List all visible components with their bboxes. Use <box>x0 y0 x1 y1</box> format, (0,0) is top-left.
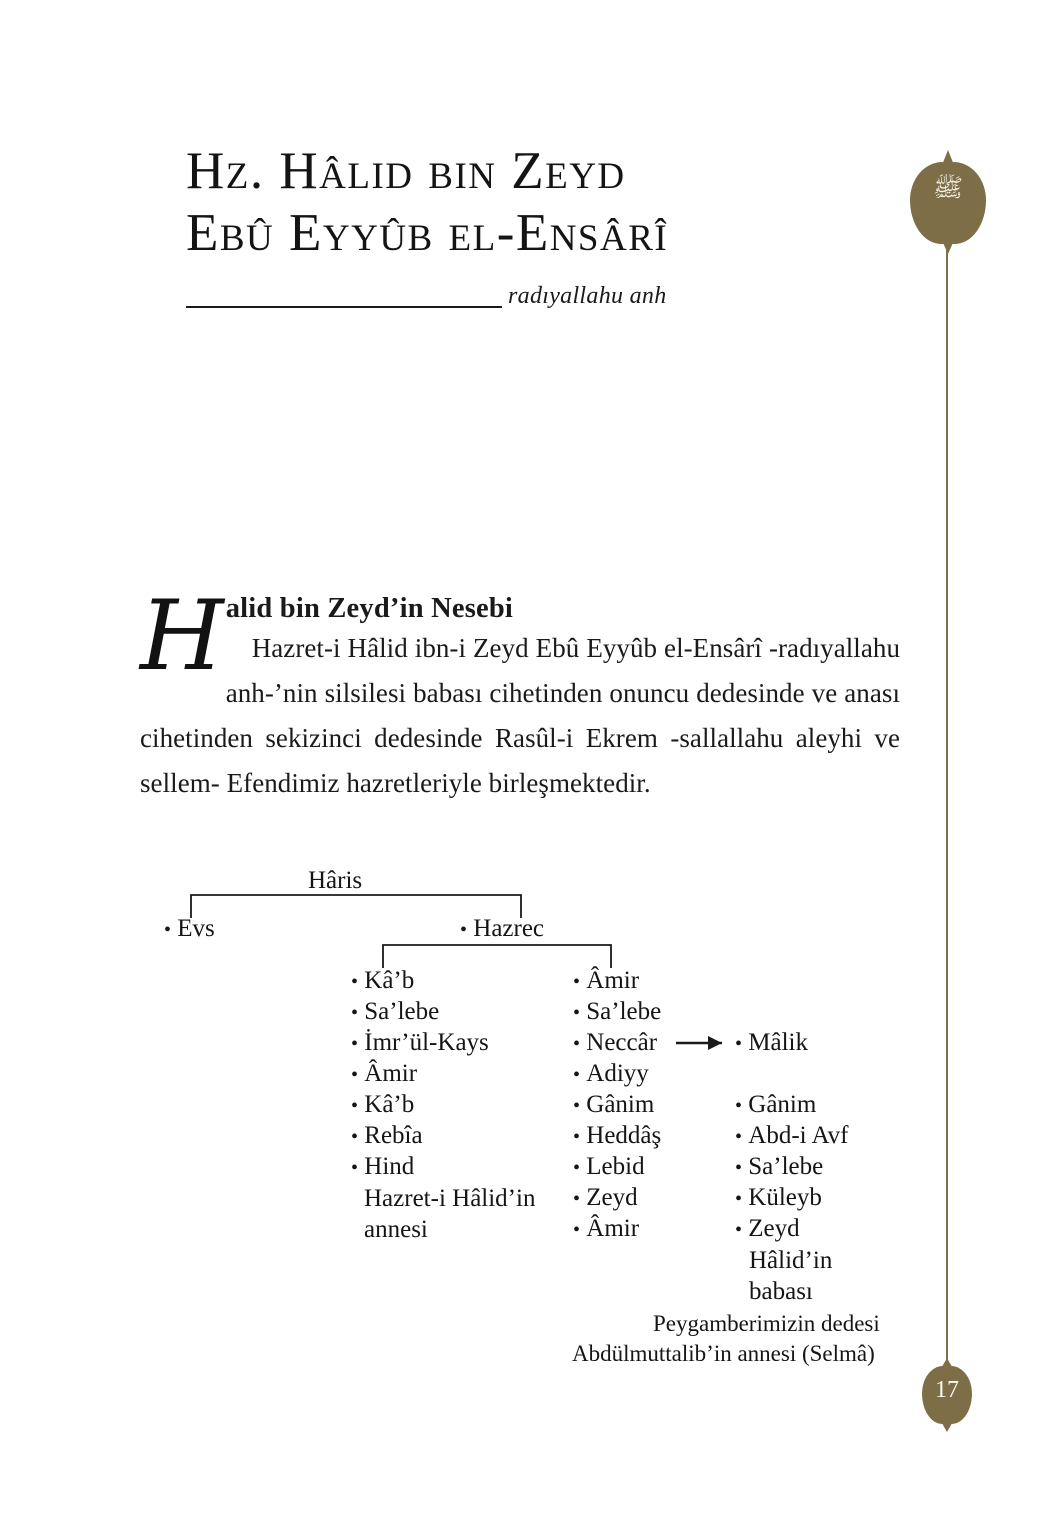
bullet-icon: • <box>735 1157 743 1179</box>
bullet-icon: • <box>573 1064 581 1086</box>
footnote-line-1: Peygamberimizin dedesi <box>653 1311 880 1336</box>
bullet-icon: • <box>573 971 581 993</box>
list-item: • Zeyd <box>573 1184 638 1211</box>
bracket-haris <box>191 895 521 918</box>
bullet-icon: • <box>735 1095 743 1117</box>
list-item: • Heddâş <box>573 1122 662 1149</box>
bullet-icon: • <box>573 1033 581 1055</box>
list-item: • Sa’lebe <box>573 998 662 1025</box>
bullet-icon: • <box>351 1002 359 1024</box>
body-paragraph <box>140 626 900 806</box>
bullet-icon: • <box>351 971 359 993</box>
bullet-icon: • <box>573 1157 581 1179</box>
list-item: • Adiyy <box>573 1060 649 1087</box>
bracket-hazrec <box>383 945 611 968</box>
list-item: • Hind <box>351 1153 415 1180</box>
note-zeyd-line-2: babası <box>749 1278 813 1305</box>
decorative-vertical-rule <box>946 250 948 1368</box>
arrow-neccar-to-malik-head <box>708 1036 722 1050</box>
list-item: • Âmir <box>351 1060 418 1087</box>
calligraphy-medallion-icon <box>902 148 994 260</box>
body-paragraph-text: Hazret-i Hâlid ibn-i Zeyd Ebû Eyyûb el-Ensârî -radıyallahu anh-’nin silsilesi babası cihetinden onuncu dedesinde ve anası cihetinden sekizinci dedesinde Rasûl-i Ekrem -sallallahu aleyhi ve sellem- Efendimiz hazretleriyle birleşmektedir. <box>140 633 900 798</box>
list-item: • Âmir <box>573 1215 640 1242</box>
list-item: • Rebîa <box>351 1122 423 1149</box>
list-item: • Sa’lebe <box>735 1153 824 1180</box>
list-item: • Zeyd <box>735 1215 800 1242</box>
bullet-icon: • <box>573 1095 581 1117</box>
bullet-icon: • <box>735 1033 743 1055</box>
bullet-icon: • <box>351 1157 359 1179</box>
bullet-icon: • <box>164 919 172 941</box>
body-text-block <box>140 580 900 806</box>
bullet-icon: • <box>351 1064 359 1086</box>
list-item: • İmr’ül-Kays <box>351 1029 489 1056</box>
note-hind-line-1: Hazret-i Hâlid’in <box>364 1185 536 1212</box>
list-item: • Âmir <box>573 967 640 994</box>
bullet-icon: • <box>573 1219 581 1241</box>
bullet-icon: • <box>351 1095 359 1117</box>
node-hazrec: • Hazrec <box>460 915 545 942</box>
list-item: • Küleyb <box>735 1184 822 1211</box>
medallion-script-glyph: ﷺ <box>932 174 964 202</box>
drop-cap-letter: H <box>140 580 224 692</box>
title-line-2: Ebû Eyyûb el-Ensârî <box>186 204 669 262</box>
bullet-icon: • <box>351 1033 359 1055</box>
bullet-icon: • <box>351 1126 359 1148</box>
node-evs: • Evs <box>164 915 215 942</box>
list-item: • Kâ’b <box>351 967 415 994</box>
list-item: • Sa’lebe <box>351 998 440 1025</box>
list-item: • Neccâr <box>573 1029 658 1056</box>
title-line-1: Hz. Hâlid bin Zeyd <box>186 142 626 200</box>
page-number-badge <box>916 1358 978 1434</box>
bullet-icon: • <box>735 1188 743 1210</box>
note-zeyd-line-1: Hâlid’in <box>749 1247 833 1274</box>
bullet-icon: • <box>460 919 468 941</box>
bullet-icon: • <box>573 1126 581 1148</box>
title-divider-rule <box>186 306 502 308</box>
list-item: • Kâ’b <box>351 1091 415 1118</box>
list-item: • Abd-i Avf <box>735 1122 849 1149</box>
page-number: 17 <box>935 1377 959 1403</box>
footnote-line-2: Abdülmuttalib’in annesi (Selmâ) <box>572 1341 875 1366</box>
node-haris: Hâris <box>308 867 363 894</box>
honorific-text: radıyallahu anh <box>508 283 667 309</box>
list-item: • Lebid <box>573 1153 645 1180</box>
list-item: • Gânim <box>735 1091 817 1118</box>
bullet-icon: • <box>735 1126 743 1148</box>
section-heading: alid bin Zeyd’in Nesebi <box>225 593 514 624</box>
page-title <box>186 140 746 264</box>
list-item: • Mâlik <box>735 1029 808 1056</box>
note-hind-line-2: annesi <box>364 1216 428 1243</box>
list-item: • Gânim <box>573 1091 655 1118</box>
bullet-icon: • <box>573 1002 581 1024</box>
bullet-icon: • <box>735 1219 743 1241</box>
bullet-icon: • <box>573 1188 581 1210</box>
